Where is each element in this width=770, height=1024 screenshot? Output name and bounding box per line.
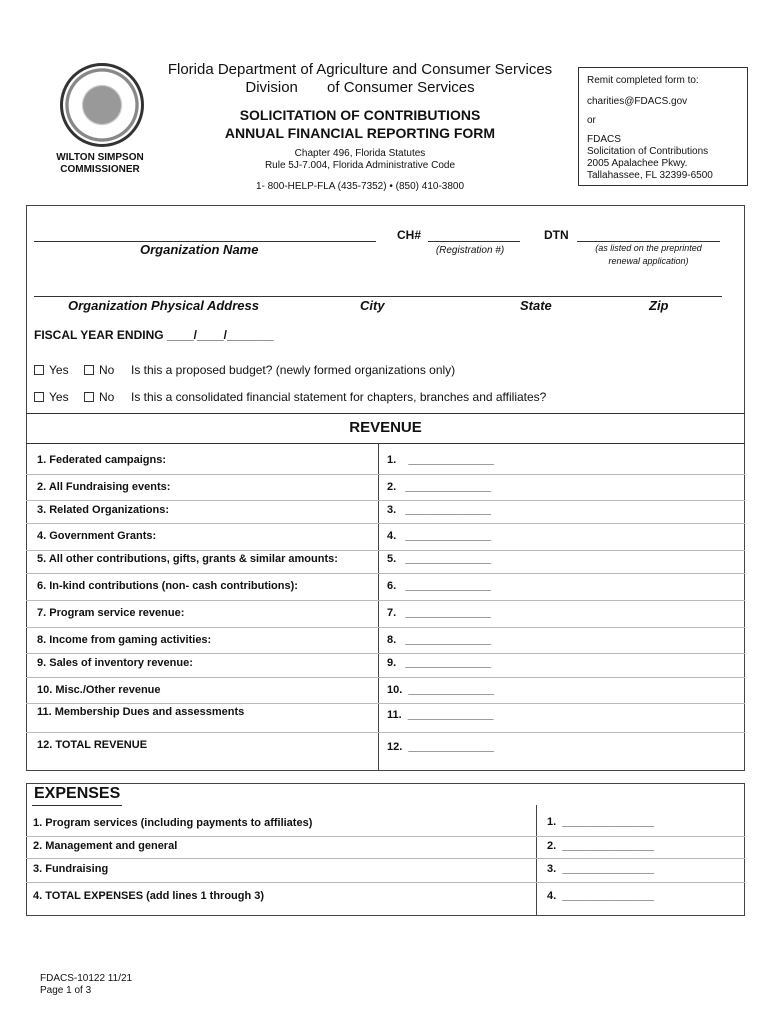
expenses-title: EXPENSES [34, 785, 121, 802]
statute-line: Chapter 496, Florida Statutes [294, 148, 426, 159]
address-field[interactable] [34, 296, 722, 297]
expenses-underline [32, 805, 122, 806]
revenue-amount-field[interactable]: 7. ______________ [387, 607, 491, 619]
revenue-amount-field[interactable]: 3. ______________ [387, 504, 491, 516]
revenue-row-label: 1. Federated campaigns: [37, 454, 166, 466]
revenue-amount-field[interactable]: 12. ______________ [387, 741, 495, 753]
rule-line: Rule 5J-7.004, Florida Administrative Code [264, 160, 456, 171]
dtn-note-line: renewal application) [608, 256, 689, 266]
hotline: 1- 800-HELP-FLA (435-7352) • (850) 410-3800 [255, 181, 465, 192]
row-divider [26, 500, 745, 501]
revenue-amount-field[interactable]: 2. ______________ [387, 481, 491, 493]
dtn-note-line: (as listed on the preprinted [595, 243, 702, 253]
revenue-row-label: 9. Sales of inventory revenue: [37, 657, 193, 669]
city-label: City [360, 298, 385, 313]
no-label: No [99, 390, 115, 404]
revenue-amount-field[interactable]: 11. ______________ [387, 709, 494, 721]
commissioner [40, 152, 160, 176]
revenue-row-label: 2. All Fundraising events: [37, 481, 171, 493]
registration-label: (Registration #) [435, 245, 505, 256]
division-line: Division of Consumer Services [245, 79, 475, 96]
remit-address-line: FDACS [587, 134, 621, 145]
remit-address-line: Solicitation of Contributions [587, 146, 709, 157]
department-line: Florida Department of Agriculture and Consumer Services [167, 61, 553, 78]
footer [40, 973, 132, 997]
form-title-line2: ANNUAL FINANCIAL REPORTING FORM [224, 125, 496, 141]
ch-number-field[interactable] [428, 241, 520, 242]
row-divider [26, 677, 745, 678]
expense-amount-field[interactable]: 2. _______________ [547, 840, 655, 852]
q2-yes[interactable] [34, 390, 69, 404]
expense-row-label: 2. Management and general [33, 840, 178, 852]
q2-no[interactable] [84, 390, 114, 404]
checkbox[interactable] [84, 392, 94, 402]
remit-address-line: Tallahassee, FL 32399-6500 [587, 170, 713, 181]
row-divider [26, 550, 745, 551]
row-divider [26, 653, 745, 654]
dtn-label: DTN [544, 228, 569, 242]
expense-row-label: 1. Program services (including payments to affiliates) [33, 817, 313, 829]
question-consolidated: Is this a consolidated financial statement for chapters, branches and affiliates? [131, 390, 547, 404]
revenue-row-label: 8. Income from gaming activities: [37, 634, 212, 646]
row-divider [26, 836, 745, 837]
divider [26, 443, 745, 444]
revenue-row-label: 11. Membership Dues and assessments [37, 706, 245, 718]
question-proposed-budget: Is this a proposed budget? (newly formed organizations only) [131, 363, 456, 377]
row-divider [26, 627, 745, 628]
no-label: No [99, 363, 115, 377]
row-divider [26, 732, 745, 733]
revenue-amount-field[interactable]: 6. ______________ [387, 580, 491, 592]
page-number: Page 1 of 3 [40, 985, 92, 996]
expense-amount-field[interactable]: 3. _______________ [547, 863, 655, 875]
revenue-row-label: 7. Program service revenue: [37, 607, 185, 619]
row-divider [26, 703, 745, 704]
expense-amount-field[interactable]: 1. _______________ [547, 816, 655, 828]
remit-email: charities@FDACS.gov [587, 96, 688, 107]
row-divider [26, 523, 745, 524]
florida-seal-icon [60, 63, 144, 147]
form-title [150, 106, 570, 142]
q1-yes[interactable] [34, 363, 69, 377]
revenue-title: REVENUE [349, 419, 422, 436]
revenue-amount-field[interactable]: 9. ______________ [387, 657, 491, 669]
revenue-row-label: 5. All other contributions, gifts, grants & similar amounts: [37, 553, 338, 565]
checkbox[interactable] [34, 392, 44, 402]
expense-row-label: 4. TOTAL EXPENSES (add lines 1 through 3) [33, 890, 265, 902]
dtn-note [577, 242, 720, 268]
yes-label: Yes [49, 363, 69, 377]
checkbox[interactable] [34, 365, 44, 375]
state-label: State [520, 298, 552, 313]
expense-amount-field[interactable]: 4. _______________ [547, 890, 655, 902]
ch-label: CH# [397, 228, 422, 242]
revenue-row-label: 6. In-kind contributions (non- cash contributions): [37, 580, 298, 592]
revenue-amount-field[interactable]: 8. ______________ [387, 634, 491, 646]
commissioner-name: WILTON SIMPSON [56, 152, 144, 163]
row-divider [26, 858, 745, 859]
revenue-row-label: 4. Government Grants: [37, 530, 157, 542]
remit-address-line: 2005 Apalachee Pkwy. [587, 158, 688, 169]
column-divider [536, 805, 537, 916]
revenue-amount-field[interactable]: 5. ______________ [387, 553, 491, 565]
form-number: FDACS-10122 11/21 [40, 973, 133, 984]
yes-label: Yes [49, 390, 69, 404]
revenue-row-label: 10. Misc./Other revenue [37, 684, 161, 696]
divider [26, 413, 745, 414]
revenue-row-label: 3. Related Organizations: [37, 504, 170, 516]
commissioner-title: COMMISSIONER [60, 164, 140, 175]
revenue-amount-field[interactable]: 10. ______________ [387, 684, 495, 696]
remit-heading: Remit completed form to: [587, 75, 699, 86]
zip-label: Zip [649, 298, 669, 313]
address-label: Organization Physical Address [68, 298, 259, 313]
revenue-amount-field[interactable]: 4. ______________ [387, 530, 491, 542]
revenue-amount-field[interactable]: 1. ______________ [387, 454, 495, 466]
row-divider [26, 882, 745, 883]
row-divider [26, 573, 745, 574]
statute-reference [150, 148, 570, 172]
department-name [150, 61, 570, 97]
fiscal-year-ending[interactable]: FISCAL YEAR ENDING ____/____/_______ [34, 328, 274, 342]
expense-row-label: 3. Fundraising [33, 863, 109, 875]
revenue-row-label: 12. TOTAL REVENUE [37, 739, 148, 751]
remit-box [578, 67, 748, 186]
form-title-line1: SOLICITATION OF CONTRIBUTIONS [239, 107, 481, 123]
checkbox[interactable] [84, 365, 94, 375]
remit-or: or [587, 115, 596, 126]
org-name-label: Organization Name [140, 242, 259, 257]
row-divider [26, 474, 745, 475]
row-divider [26, 600, 745, 601]
column-divider [378, 443, 379, 771]
q1-no[interactable] [84, 363, 114, 377]
